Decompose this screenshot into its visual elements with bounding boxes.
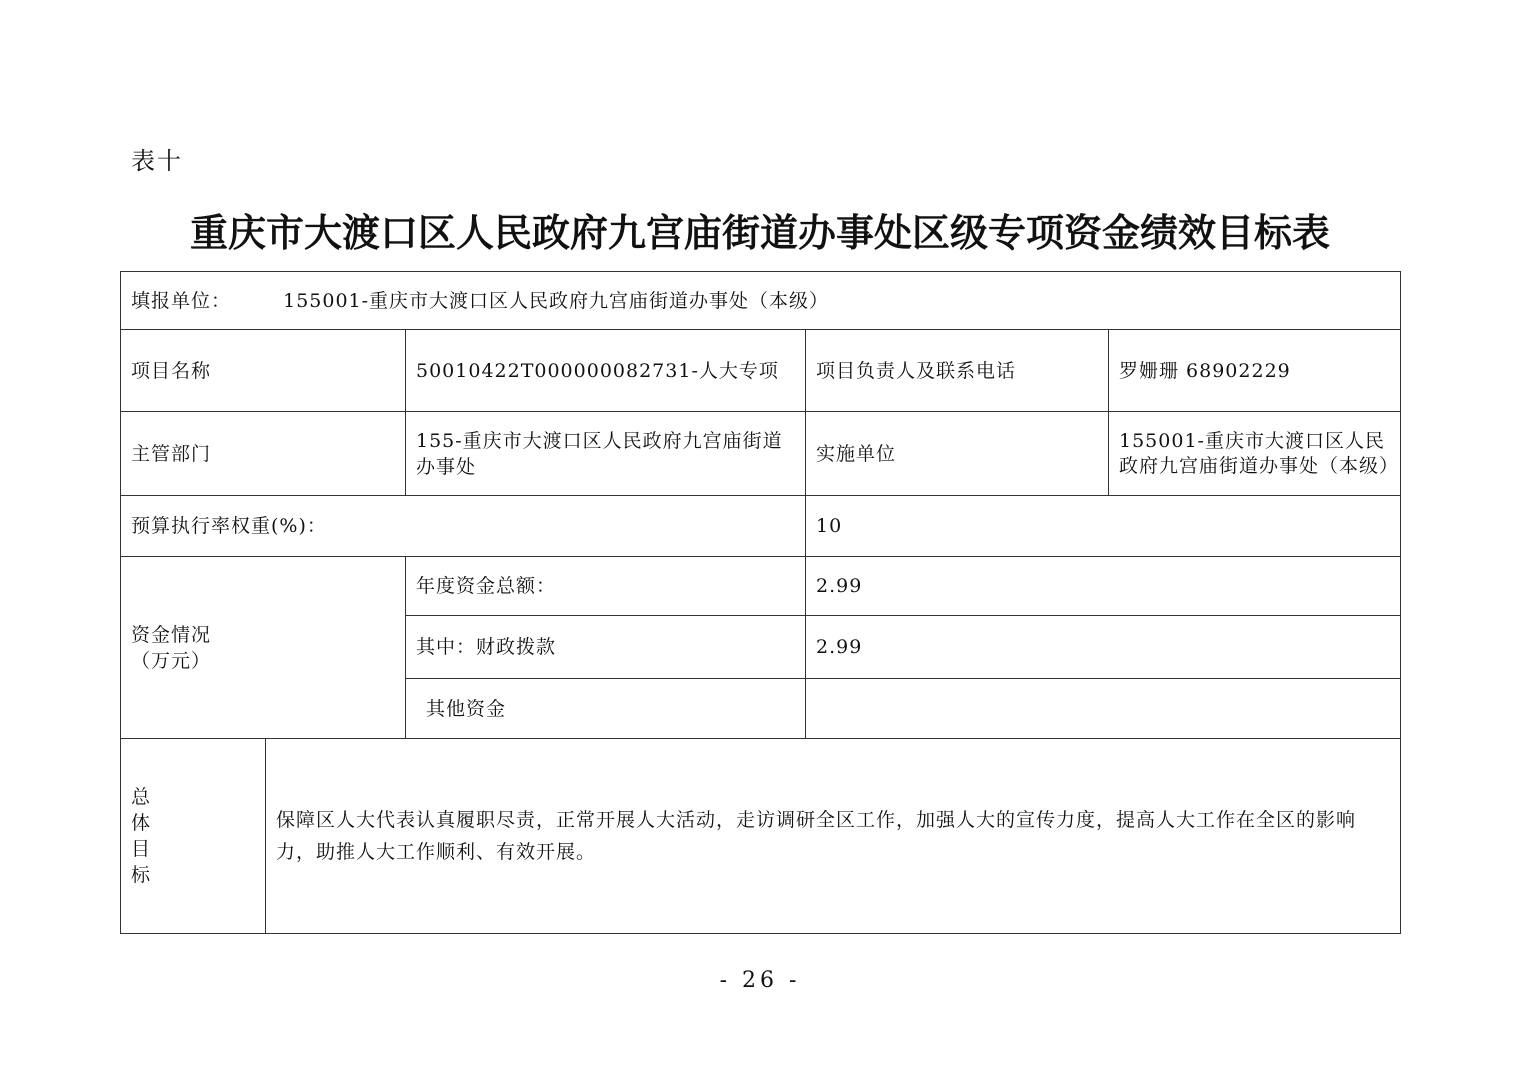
overall-goal-char: 体	[131, 812, 152, 834]
table-row	[121, 557, 1401, 616]
reporting-unit-value: 155001-重庆市大渡口区人民政府九宫庙街道办事处（本级）	[283, 289, 830, 312]
competent-dept-label: 主管部门	[121, 412, 406, 496]
overall-goal-char: 标	[131, 864, 152, 886]
table-row	[121, 496, 1401, 557]
project-leader-value: 罗姗珊 68902229	[1109, 330, 1401, 412]
overall-goal-char: 目	[131, 838, 152, 860]
reporting-unit-label: 填报单位：	[131, 289, 232, 312]
annual-total-label: 年度资金总额：	[406, 557, 806, 616]
implementing-unit-value: 155001-重庆市大渡口区人民政府九宫庙街道办事处（本级）	[1109, 412, 1401, 496]
fiscal-value: 2.99	[806, 616, 1401, 679]
budget-weight-value: 10	[806, 496, 1401, 557]
table-row	[121, 272, 1401, 330]
implementing-unit-label: 实施单位	[806, 412, 1109, 496]
reporting-unit-cell	[121, 272, 1401, 330]
project-name-value: 50010422T000000082731-人大专项	[406, 330, 806, 412]
table-row	[121, 412, 1401, 496]
funds-label-line2: （万元）	[131, 649, 212, 672]
overall-goal-text: 保障区人大代表认真履职尽责，正常开展人大活动，走访调研全区工作，加强人大的宣传力度，提高人大工作在全区的影响力，助推人大工作顺利、有效开展。	[266, 739, 1401, 934]
competent-dept-value: 155-重庆市大渡口区人民政府九宫庙街道办事处	[406, 412, 806, 496]
fiscal-label: 其中：财政拨款	[406, 616, 806, 679]
page-number: - 26 -	[719, 968, 801, 993]
other-funds-label: 其他资金	[406, 679, 806, 739]
table-row	[121, 330, 1401, 412]
annual-total-value: 2.99	[806, 557, 1401, 616]
funds-label-line1: 资金情况	[131, 623, 212, 646]
table-label: 表十	[131, 147, 183, 175]
table-row	[121, 739, 1401, 934]
performance-target-table	[120, 271, 1401, 934]
overall-goal-char: 总	[131, 786, 152, 808]
other-funds-value	[806, 679, 1401, 739]
budget-weight-label: 预算执行率权重(%)：	[121, 496, 806, 557]
overall-goal-label	[121, 739, 266, 934]
funds-label-cell	[121, 557, 406, 739]
document-title: 重庆市大渡口区人民政府九宫庙街道办事处区级专项资金绩效目标表	[189, 211, 1330, 255]
project-name-label: 项目名称	[121, 330, 406, 412]
project-leader-label: 项目负责人及联系电话	[806, 330, 1109, 412]
